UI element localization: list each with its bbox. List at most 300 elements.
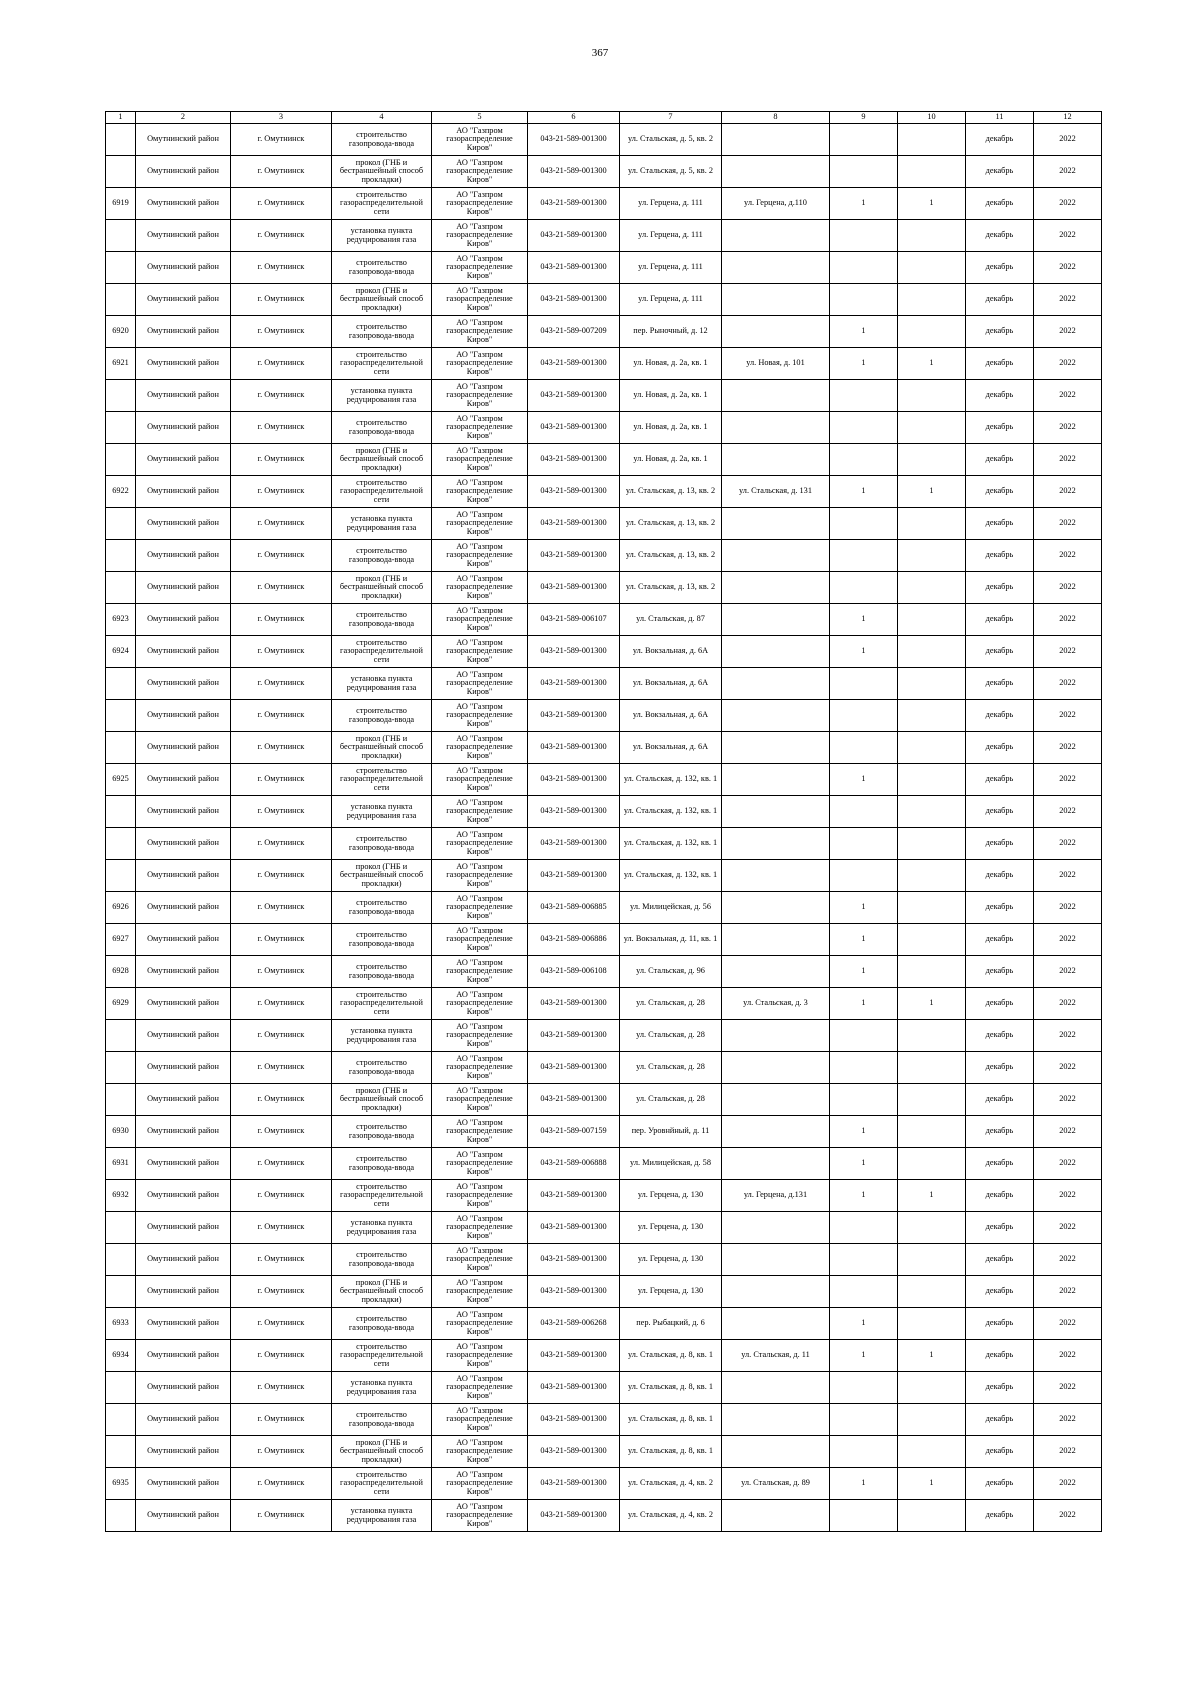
- cell-work-type: строительство газопровода-ввода: [332, 412, 432, 444]
- cell-settlement: г. Омутнинск: [231, 1052, 332, 1084]
- cell-settlement: г. Омутнинск: [231, 508, 332, 540]
- cell-count-a: [830, 732, 898, 764]
- cell-count-a: 1: [830, 636, 898, 668]
- cell-settlement: г. Омутнинск: [231, 668, 332, 700]
- cell-address: ул. Герцена, д. 111: [620, 284, 722, 316]
- cell-contract-number: 043-21-589-001300: [528, 1084, 620, 1116]
- cell-year: 2022: [1034, 668, 1102, 700]
- cell-contract-number: 043-21-589-001300: [528, 1020, 620, 1052]
- table-row: [106, 732, 1102, 764]
- cell-address: ул. Новая, д. 2а, кв. 1: [620, 412, 722, 444]
- cell-row-number: [106, 1052, 136, 1084]
- cell-contract-number: 043-21-589-001300: [528, 412, 620, 444]
- cell-row-number: [106, 156, 136, 188]
- cell-address: ул. Герцена, д. 111: [620, 188, 722, 220]
- cell-month: декабрь: [966, 1244, 1034, 1276]
- cell-settlement: г. Омутнинск: [231, 220, 332, 252]
- cell-address: ул. Стальская, д. 5, кв. 2: [620, 156, 722, 188]
- cell-settlement: г. Омутнинск: [231, 604, 332, 636]
- cell-network-address: [722, 1084, 830, 1116]
- cell-organization: АО "Газпром газораспределение Киров": [432, 1340, 528, 1372]
- cell-row-number: [106, 1276, 136, 1308]
- cell-count-a: [830, 508, 898, 540]
- cell-address: пер. Рыбацкий, д. 6: [620, 1308, 722, 1340]
- cell-address: ул. Стальская, д. 132, кв. 1: [620, 828, 722, 860]
- cell-address: ул. Стальская, д. 28: [620, 988, 722, 1020]
- cell-settlement: г. Омутнинск: [231, 348, 332, 380]
- cell-month: декабрь: [966, 284, 1034, 316]
- cell-count-b: [898, 1436, 966, 1468]
- header-row: [106, 112, 1102, 124]
- cell-work-type: прокол (ГНБ и бестраншейный способ прокладки): [332, 284, 432, 316]
- cell-contract-number: 043-21-589-001300: [528, 380, 620, 412]
- col-header-1: 1: [106, 112, 136, 124]
- cell-work-type: строительство газопровода-ввода: [332, 892, 432, 924]
- cell-count-a: [830, 156, 898, 188]
- cell-month: декабрь: [966, 412, 1034, 444]
- cell-count-a: 1: [830, 1308, 898, 1340]
- cell-work-type: строительство газопровода-ввода: [332, 1116, 432, 1148]
- cell-district: Омутнинский район: [136, 444, 231, 476]
- cell-count-b: [898, 508, 966, 540]
- cell-contract-number: 043-21-589-001300: [528, 668, 620, 700]
- cell-row-number: 6935: [106, 1468, 136, 1500]
- cell-row-number: [106, 1404, 136, 1436]
- cell-count-a: [830, 1436, 898, 1468]
- cell-row-number: [106, 444, 136, 476]
- cell-organization: АО "Газпром газораспределение Киров": [432, 284, 528, 316]
- cell-address: ул. Стальская, д. 4, кв. 2: [620, 1468, 722, 1500]
- cell-network-address: [722, 156, 830, 188]
- cell-organization: АО "Газпром газораспределение Киров": [432, 860, 528, 892]
- cell-settlement: г. Омутнинск: [231, 1148, 332, 1180]
- cell-district: Омутнинский район: [136, 892, 231, 924]
- cell-contract-number: 043-21-589-006888: [528, 1148, 620, 1180]
- cell-organization: АО "Газпром газораспределение Киров": [432, 156, 528, 188]
- cell-organization: АО "Газпром газораспределение Киров": [432, 316, 528, 348]
- cell-work-type: строительство газопровода-ввода: [332, 1052, 432, 1084]
- cell-network-address: [722, 540, 830, 572]
- cell-count-a: 1: [830, 892, 898, 924]
- cell-month: декабрь: [966, 860, 1034, 892]
- cell-row-number: [106, 668, 136, 700]
- cell-month: декабрь: [966, 1276, 1034, 1308]
- cell-organization: АО "Газпром газораспределение Киров": [432, 220, 528, 252]
- cell-contract-number: 043-21-589-001300: [528, 1212, 620, 1244]
- cell-organization: АО "Газпром газораспределение Киров": [432, 1276, 528, 1308]
- cell-network-address: ул. Новая, д. 101: [722, 348, 830, 380]
- cell-count-b: [898, 1244, 966, 1276]
- cell-address: ул. Вокзальная, д. 11, кв. 1: [620, 924, 722, 956]
- cell-network-address: [722, 1308, 830, 1340]
- cell-year: 2022: [1034, 348, 1102, 380]
- cell-count-b: 1: [898, 188, 966, 220]
- cell-month: декабрь: [966, 316, 1034, 348]
- cell-month: декабрь: [966, 220, 1034, 252]
- cell-year: 2022: [1034, 1052, 1102, 1084]
- cell-count-a: [830, 412, 898, 444]
- cell-month: декабрь: [966, 156, 1034, 188]
- cell-district: Омутнинский район: [136, 348, 231, 380]
- cell-settlement: г. Омутнинск: [231, 572, 332, 604]
- table-row: [106, 924, 1102, 956]
- cell-district: Омутнинский район: [136, 252, 231, 284]
- cell-address: ул. Стальская, д. 8, кв. 1: [620, 1404, 722, 1436]
- cell-contract-number: 043-21-589-001300: [528, 828, 620, 860]
- cell-row-number: [106, 412, 136, 444]
- cell-district: Омутнинский район: [136, 796, 231, 828]
- cell-month: декабрь: [966, 1500, 1034, 1532]
- cell-address: ул. Стальская, д. 87: [620, 604, 722, 636]
- table-row: [106, 124, 1102, 156]
- cell-address: ул. Герцена, д. 130: [620, 1212, 722, 1244]
- cell-row-number: 6929: [106, 988, 136, 1020]
- cell-count-a: 1: [830, 764, 898, 796]
- cell-contract-number: 043-21-589-001300: [528, 1404, 620, 1436]
- cell-count-b: [898, 892, 966, 924]
- cell-year: 2022: [1034, 156, 1102, 188]
- cell-year: 2022: [1034, 924, 1102, 956]
- cell-network-address: [722, 252, 830, 284]
- cell-district: Омутнинский район: [136, 1212, 231, 1244]
- cell-count-b: [898, 700, 966, 732]
- cell-address: ул. Милицейская, д. 56: [620, 892, 722, 924]
- cell-year: 2022: [1034, 892, 1102, 924]
- cell-count-a: [830, 1052, 898, 1084]
- cell-contract-number: 043-21-589-006886: [528, 924, 620, 956]
- cell-address: ул. Стальская, д. 4, кв. 2: [620, 1500, 722, 1532]
- cell-settlement: г. Омутнинск: [231, 1308, 332, 1340]
- cell-address: ул. Новая, д. 2а, кв. 1: [620, 380, 722, 412]
- table-row: [106, 1500, 1102, 1532]
- cell-settlement: г. Омутнинск: [231, 540, 332, 572]
- cell-row-number: [106, 508, 136, 540]
- cell-count-b: [898, 732, 966, 764]
- cell-count-b: [898, 956, 966, 988]
- cell-settlement: г. Омутнинск: [231, 1404, 332, 1436]
- cell-month: декабрь: [966, 252, 1034, 284]
- cell-settlement: г. Омутнинск: [231, 188, 332, 220]
- cell-district: Омутнинский район: [136, 1500, 231, 1532]
- cell-address: ул. Вокзальная, д. 6А: [620, 636, 722, 668]
- cell-district: Омутнинский район: [136, 572, 231, 604]
- cell-month: декабрь: [966, 924, 1034, 956]
- cell-count-b: [898, 220, 966, 252]
- cell-address: пер. Уровнйный, д. 11: [620, 1116, 722, 1148]
- cell-address: пер. Рыночный, д. 12: [620, 316, 722, 348]
- table-row: [106, 1212, 1102, 1244]
- cell-address: ул. Милицейская, д. 58: [620, 1148, 722, 1180]
- table-row: [106, 1372, 1102, 1404]
- cell-contract-number: 043-21-589-001300: [528, 1500, 620, 1532]
- cell-contract-number: 043-21-589-001300: [528, 1372, 620, 1404]
- cell-organization: АО "Газпром газораспределение Киров": [432, 508, 528, 540]
- cell-settlement: г. Омутнинск: [231, 444, 332, 476]
- cell-count-a: 1: [830, 1116, 898, 1148]
- cell-month: декабрь: [966, 1468, 1034, 1500]
- cell-count-a: [830, 1404, 898, 1436]
- cell-row-number: 6931: [106, 1148, 136, 1180]
- cell-count-a: [830, 572, 898, 604]
- cell-count-b: [898, 1052, 966, 1084]
- cell-organization: АО "Газпром газораспределение Киров": [432, 1436, 528, 1468]
- cell-month: декабрь: [966, 1212, 1034, 1244]
- cell-organization: АО "Газпром газораспределение Киров": [432, 540, 528, 572]
- cell-organization: АО "Газпром газораспределение Киров": [432, 668, 528, 700]
- cell-settlement: г. Омутнинск: [231, 316, 332, 348]
- cell-count-b: [898, 1020, 966, 1052]
- cell-row-number: [106, 124, 136, 156]
- cell-organization: АО "Газпром газораспределение Киров": [432, 1084, 528, 1116]
- cell-organization: АО "Газпром газораспределение Киров": [432, 1020, 528, 1052]
- cell-network-address: [722, 1052, 830, 1084]
- cell-work-type: прокол (ГНБ и бестраншейный способ прокладки): [332, 156, 432, 188]
- cell-row-number: [106, 252, 136, 284]
- cell-row-number: [106, 1244, 136, 1276]
- cell-network-address: [722, 732, 830, 764]
- cell-count-a: [830, 1020, 898, 1052]
- cell-work-type: строительство газораспределительной сети: [332, 476, 432, 508]
- table-row: [106, 188, 1102, 220]
- cell-district: Омутнинский район: [136, 476, 231, 508]
- cell-month: декабрь: [966, 796, 1034, 828]
- cell-district: Омутнинский район: [136, 412, 231, 444]
- cell-year: 2022: [1034, 508, 1102, 540]
- cell-settlement: г. Омутнинск: [231, 1500, 332, 1532]
- cell-district: Омутнинский район: [136, 1116, 231, 1148]
- cell-count-b: [898, 412, 966, 444]
- cell-row-number: 6921: [106, 348, 136, 380]
- cell-count-b: [898, 860, 966, 892]
- cell-work-type: установка пункта редуцирования газа: [332, 1020, 432, 1052]
- cell-month: декабрь: [966, 1052, 1034, 1084]
- cell-row-number: 6922: [106, 476, 136, 508]
- cell-year: 2022: [1034, 1308, 1102, 1340]
- table-row: [106, 316, 1102, 348]
- cell-settlement: г. Омутнинск: [231, 156, 332, 188]
- cell-work-type: строительство газораспределительной сети: [332, 764, 432, 796]
- cell-district: Омутнинский район: [136, 316, 231, 348]
- cell-count-b: [898, 796, 966, 828]
- table-row: [106, 540, 1102, 572]
- cell-settlement: г. Омутнинск: [231, 892, 332, 924]
- cell-district: Омутнинский район: [136, 1180, 231, 1212]
- cell-work-type: строительство газопровода-ввода: [332, 700, 432, 732]
- cell-district: Омутнинский район: [136, 636, 231, 668]
- cell-settlement: г. Омутнинск: [231, 1212, 332, 1244]
- table-row: [106, 508, 1102, 540]
- cell-organization: АО "Газпром газораспределение Киров": [432, 1468, 528, 1500]
- cell-organization: АО "Газпром газораспределение Киров": [432, 764, 528, 796]
- cell-organization: АО "Газпром газораспределение Киров": [432, 796, 528, 828]
- page-number: 367: [591, 47, 609, 59]
- cell-count-b: [898, 924, 966, 956]
- cell-count-a: 1: [830, 1468, 898, 1500]
- cell-organization: АО "Газпром газораспределение Киров": [432, 1404, 528, 1436]
- cell-row-number: [106, 220, 136, 252]
- cell-contract-number: 043-21-589-001300: [528, 188, 620, 220]
- cell-month: декабрь: [966, 828, 1034, 860]
- cell-work-type: строительство газопровода-ввода: [332, 1404, 432, 1436]
- cell-count-b: [898, 156, 966, 188]
- cell-address: ул. Стальская, д. 13, кв. 2: [620, 476, 722, 508]
- cell-year: 2022: [1034, 1084, 1102, 1116]
- cell-year: 2022: [1034, 188, 1102, 220]
- cell-work-type: строительство газораспределительной сети: [332, 1180, 432, 1212]
- cell-count-b: [898, 636, 966, 668]
- cell-month: декабрь: [966, 380, 1034, 412]
- cell-organization: АО "Газпром газораспределение Киров": [432, 252, 528, 284]
- cell-count-b: [898, 1148, 966, 1180]
- cell-month: декабрь: [966, 668, 1034, 700]
- cell-count-a: 1: [830, 956, 898, 988]
- cell-contract-number: 043-21-589-001300: [528, 636, 620, 668]
- cell-row-number: [106, 1212, 136, 1244]
- cell-organization: АО "Газпром газораспределение Киров": [432, 1308, 528, 1340]
- col-header-8: 8: [722, 112, 830, 124]
- cell-address: ул. Стальская, д. 96: [620, 956, 722, 988]
- cell-district: Омутнинский район: [136, 1404, 231, 1436]
- cell-contract-number: 043-21-589-006108: [528, 956, 620, 988]
- cell-year: 2022: [1034, 1020, 1102, 1052]
- cell-district: Омутнинский район: [136, 828, 231, 860]
- cell-year: 2022: [1034, 828, 1102, 860]
- cell-count-a: [830, 828, 898, 860]
- cell-year: 2022: [1034, 444, 1102, 476]
- cell-organization: АО "Газпром газораспределение Киров": [432, 1116, 528, 1148]
- cell-year: 2022: [1034, 764, 1102, 796]
- cell-address: ул. Стальская, д. 13, кв. 2: [620, 508, 722, 540]
- cell-month: декабрь: [966, 892, 1034, 924]
- cell-organization: АО "Газпром газораспределение Киров": [432, 380, 528, 412]
- cell-work-type: установка пункта редуцирования газа: [332, 220, 432, 252]
- cell-work-type: прокол (ГНБ и бестраншейный способ прокладки): [332, 1436, 432, 1468]
- cell-settlement: г. Омутнинск: [231, 828, 332, 860]
- cell-address: ул. Новая, д. 2а, кв. 1: [620, 348, 722, 380]
- cell-month: декабрь: [966, 764, 1034, 796]
- cell-settlement: г. Омутнинск: [231, 1340, 332, 1372]
- cell-settlement: г. Омутнинск: [231, 412, 332, 444]
- cell-month: декабрь: [966, 988, 1034, 1020]
- cell-contract-number: 043-21-589-007159: [528, 1116, 620, 1148]
- cell-month: декабрь: [966, 444, 1034, 476]
- cell-work-type: строительство газопровода-ввода: [332, 924, 432, 956]
- cell-year: 2022: [1034, 1372, 1102, 1404]
- cell-count-a: 1: [830, 1340, 898, 1372]
- cell-year: 2022: [1034, 1340, 1102, 1372]
- cell-network-address: [722, 1244, 830, 1276]
- table-row: [106, 1404, 1102, 1436]
- cell-district: Омутнинский район: [136, 1084, 231, 1116]
- cell-network-address: ул. Герцена, д.131: [722, 1180, 830, 1212]
- cell-district: Омутнинский район: [136, 380, 231, 412]
- cell-network-address: [722, 1020, 830, 1052]
- cell-work-type: установка пункта редуцирования газа: [332, 796, 432, 828]
- cell-month: декабрь: [966, 508, 1034, 540]
- cell-count-a: 1: [830, 348, 898, 380]
- cell-count-b: [898, 828, 966, 860]
- cell-district: Омутнинский район: [136, 1436, 231, 1468]
- cell-work-type: строительство газопровода-ввода: [332, 124, 432, 156]
- cell-work-type: строительство газораспределительной сети: [332, 1468, 432, 1500]
- cell-count-a: [830, 1500, 898, 1532]
- cell-district: Омутнинский район: [136, 1340, 231, 1372]
- cell-year: 2022: [1034, 252, 1102, 284]
- cell-address: ул. Стальская, д. 8, кв. 1: [620, 1436, 722, 1468]
- cell-network-address: [722, 636, 830, 668]
- cell-settlement: г. Омутнинск: [231, 764, 332, 796]
- cell-year: 2022: [1034, 1116, 1102, 1148]
- cell-work-type: строительство газопровода-ввода: [332, 956, 432, 988]
- cell-network-address: [722, 1500, 830, 1532]
- cell-district: Омутнинский район: [136, 284, 231, 316]
- cell-settlement: г. Омутнинск: [231, 124, 332, 156]
- cell-contract-number: 043-21-589-001300: [528, 124, 620, 156]
- table-header: [106, 112, 1102, 124]
- cell-address: ул. Герцена, д. 130: [620, 1180, 722, 1212]
- cell-count-b: [898, 1276, 966, 1308]
- cell-network-address: ул. Стальская, д. 89: [722, 1468, 830, 1500]
- cell-year: 2022: [1034, 1244, 1102, 1276]
- cell-contract-number: 043-21-589-001300: [528, 1052, 620, 1084]
- cell-district: Омутнинский район: [136, 540, 231, 572]
- cell-settlement: г. Омутнинск: [231, 1244, 332, 1276]
- cell-address: ул. Вокзальная, д. 6А: [620, 668, 722, 700]
- cell-organization: АО "Газпром газораспределение Киров": [432, 1148, 528, 1180]
- cell-contract-number: 043-21-589-001300: [528, 476, 620, 508]
- cell-count-b: [898, 668, 966, 700]
- cell-month: декабрь: [966, 1148, 1034, 1180]
- cell-settlement: г. Омутнинск: [231, 796, 332, 828]
- cell-row-number: 6928: [106, 956, 136, 988]
- cell-count-b: [898, 284, 966, 316]
- cell-work-type: строительство газопровода-ввода: [332, 1148, 432, 1180]
- cell-month: декабрь: [966, 1084, 1034, 1116]
- cell-work-type: строительство газопровода-ввода: [332, 252, 432, 284]
- cell-month: декабрь: [966, 1116, 1034, 1148]
- table-row: [106, 1148, 1102, 1180]
- cell-count-a: 1: [830, 604, 898, 636]
- cell-work-type: строительство газораспределительной сети: [332, 1340, 432, 1372]
- cell-contract-number: 043-21-589-001300: [528, 700, 620, 732]
- cell-work-type: строительство газопровода-ввода: [332, 540, 432, 572]
- cell-count-a: [830, 284, 898, 316]
- cell-count-a: 1: [830, 476, 898, 508]
- cell-work-type: прокол (ГНБ и бестраншейный способ прокладки): [332, 444, 432, 476]
- cell-organization: АО "Газпром газораспределение Киров": [432, 1052, 528, 1084]
- cell-work-type: строительство газопровода-ввода: [332, 1308, 432, 1340]
- table-row: [106, 1436, 1102, 1468]
- cell-count-b: [898, 1084, 966, 1116]
- cell-contract-number: 043-21-589-006107: [528, 604, 620, 636]
- cell-district: Омутнинский район: [136, 508, 231, 540]
- cell-row-number: [106, 1020, 136, 1052]
- cell-count-b: [898, 444, 966, 476]
- cell-network-address: [722, 412, 830, 444]
- cell-district: Омутнинский район: [136, 764, 231, 796]
- cell-month: декабрь: [966, 956, 1034, 988]
- cell-year: 2022: [1034, 1180, 1102, 1212]
- table-row: [106, 1308, 1102, 1340]
- cell-settlement: г. Омутнинск: [231, 860, 332, 892]
- cell-count-a: [830, 700, 898, 732]
- cell-row-number: 6924: [106, 636, 136, 668]
- cell-organization: АО "Газпром газораспределение Киров": [432, 188, 528, 220]
- cell-month: декабрь: [966, 348, 1034, 380]
- cell-count-a: [830, 124, 898, 156]
- table-row: [106, 636, 1102, 668]
- cell-work-type: прокол (ГНБ и бестраншейный способ прокладки): [332, 1276, 432, 1308]
